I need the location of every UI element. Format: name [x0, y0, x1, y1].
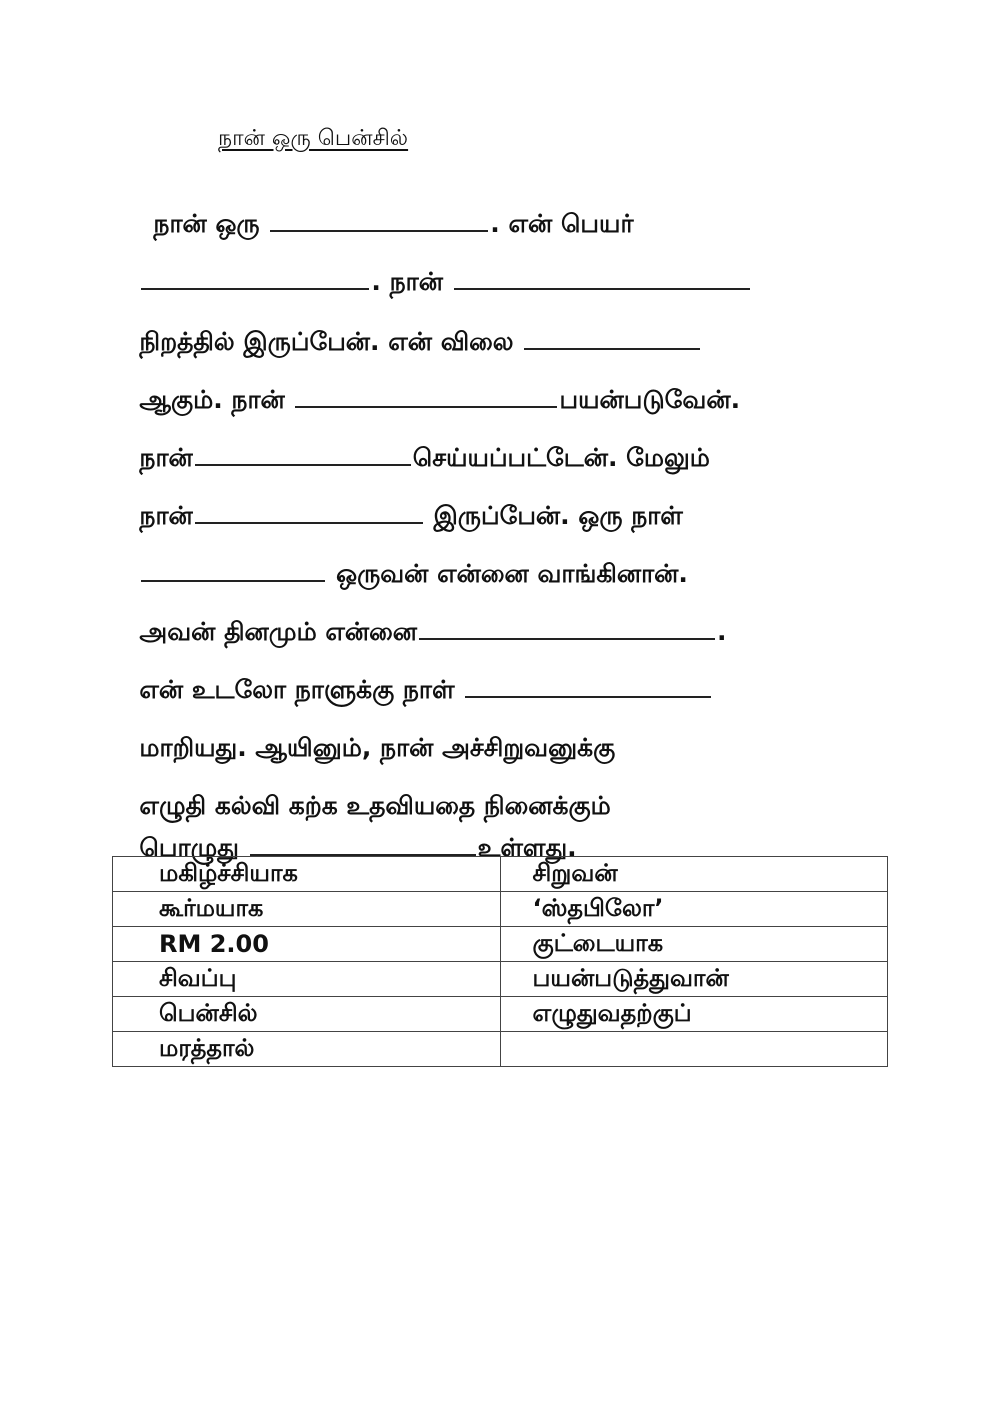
- line-text: . நான்: [371, 267, 452, 296]
- sentence-line-8: [122, 588, 727, 650]
- table-row: [113, 962, 888, 997]
- line-text: ஒருவன் என்னை வாங்கினான்.: [327, 559, 688, 588]
- line-text: நான்: [139, 443, 193, 472]
- sentence-line-9: [122, 646, 713, 708]
- line-text: நான்: [139, 501, 193, 530]
- sentence-line-2: [122, 238, 752, 300]
- fill-blank[interactable]: [141, 287, 369, 290]
- word-cell: [500, 1032, 888, 1067]
- word-cell: சிறுவன்: [500, 857, 888, 892]
- word-cell: எழுதுவதற்குப்: [500, 997, 888, 1032]
- word-cell: மரத்தால்: [113, 1032, 501, 1067]
- sentence-line-6: [122, 472, 683, 534]
- sentence-line-5: [122, 414, 710, 476]
- fill-blank[interactable]: [465, 695, 711, 698]
- worksheet-title: நான் ஒரு பென்சில்: [218, 126, 409, 151]
- fill-blank[interactable]: [524, 347, 700, 350]
- fill-blank[interactable]: [270, 229, 488, 232]
- word-cell: RM 2.00: [113, 927, 501, 962]
- word-cell: பென்சில்: [113, 997, 501, 1032]
- fill-blank[interactable]: [195, 463, 411, 466]
- word-cell: குட்டையாக: [500, 927, 888, 962]
- sentence-line-1: [136, 180, 634, 242]
- word-cell: ‘ஸ்தபிலோ’: [500, 892, 888, 927]
- word-cell: கூர்மயாக: [113, 892, 501, 927]
- table-row: [113, 857, 888, 892]
- line-text: பொழுது: [139, 833, 248, 862]
- line-text: செய்யப்பட்டேன். மேலும்: [412, 443, 710, 472]
- line-text: எழுதி கல்வி கற்க உதவியதை நினைக்கும்: [139, 791, 611, 820]
- line-text: அவன் தினமும் என்னை: [139, 617, 418, 646]
- word-cell: பயன்படுத்துவான்: [500, 962, 888, 997]
- fill-blank[interactable]: [141, 579, 325, 582]
- fill-blank[interactable]: [419, 637, 715, 640]
- line-text: பயன்படுவேன்.: [559, 385, 741, 414]
- fill-blank[interactable]: [454, 287, 750, 290]
- line-text: நான் ஒரு: [153, 209, 269, 238]
- line-text: மாறியது. ஆயினும், நான் அச்சிறுவனுக்கு: [139, 733, 616, 762]
- line-text: ஆகும். நான்: [139, 385, 294, 414]
- table-row: [113, 892, 888, 927]
- fill-blank[interactable]: [195, 521, 423, 524]
- line-text: . என் பெயர்: [490, 209, 634, 238]
- sentence-line-7: [122, 530, 688, 592]
- line-text: நிறத்தில் இருப்பேன். என் விலை: [139, 327, 523, 356]
- word-cell: மகிழ்ச்சியாக: [113, 857, 501, 892]
- fill-blank[interactable]: [295, 405, 557, 408]
- sentence-line-3: [122, 298, 702, 360]
- line-text: உள்ளது.: [477, 833, 577, 862]
- word-cell: சிவப்பு: [113, 962, 501, 997]
- table-row: [113, 997, 888, 1032]
- table-row: [113, 927, 888, 962]
- table-row: [113, 1032, 888, 1067]
- word-bank-table: [112, 856, 888, 1067]
- sentence-line-4: [122, 356, 740, 418]
- line-text: இருப்பேன். ஒரு நாள்: [424, 501, 683, 530]
- sentence-line-10: [122, 704, 615, 766]
- line-text: என் உடலோ நாளுக்கு நாள்: [139, 675, 464, 704]
- line-text: .: [717, 617, 727, 646]
